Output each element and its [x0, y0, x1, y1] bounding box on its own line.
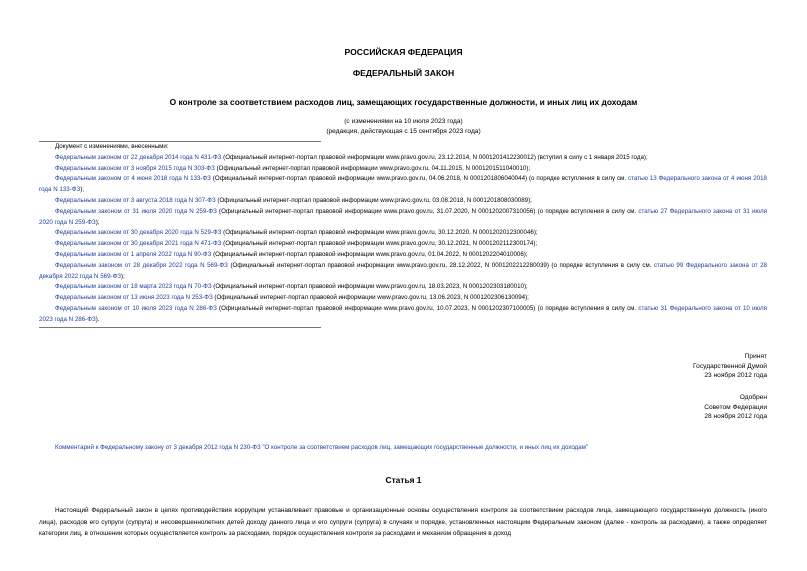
amendment-item: [39, 228, 767, 239]
amendment-source-text: (Официальный интернет-портал правовой информации www.pravo.gov.ru, 18.03.2023, N 0001202303180010);: [211, 283, 528, 291]
amendment-tail-text: );: [95, 218, 100, 226]
approved-line1: Одобрен: [739, 394, 767, 401]
amendment-law-link[interactable]: Федеральным законом от 3 августа 2018 года N 307-ФЗ: [55, 196, 216, 204]
amendment-source-text: (Официальный интернет-портал правовой информации www.pravo.gov.ru, 04.11.2015, N 0001201511040010);: [214, 164, 531, 172]
amendment-law-link[interactable]: Федеральным законом от 4 июня 2018 года N 133-ФЗ: [55, 175, 211, 183]
amendment-law-link[interactable]: Федеральным законом от 22 декабря 2014 года N 431-ФЗ: [55, 153, 222, 161]
amendment-source-text: (Официальный интернет-портал правовой информации www.pravo.gov.ru, 30.12.2020, N 0001202012300046);: [221, 229, 538, 237]
approved-line3: 28 ноября 2012 года: [704, 413, 767, 421]
amendment-item: [39, 196, 767, 207]
accepted-block: [693, 352, 767, 381]
amendments-list: [39, 153, 767, 326]
approved-block: [704, 393, 767, 422]
amendment-source-text: (Официальный интернет-портал правовой информации www.pravo.gov.ru, 13.06.2023, N 0001202306130094);: [212, 294, 529, 302]
amendment-source-text: (Официальный интернет-портал правовой информации www.pravo.gov.ru, 28.12.2022, N 0001202212280039) (о порядке вступления в силу см.: [227, 261, 655, 269]
amendment-law-link[interactable]: Федеральным законом от 31 июля 2020 года N 259-ФЗ: [55, 207, 217, 215]
amendment-source-text: (Официальный интернет-портал правовой информации www.pravo.gov.ru, 23.12.2014, N 0001201412230012) (вступил в силу с 1 января 2015 года);: [221, 153, 648, 161]
amendment-article-link[interactable]: статью 31 Федерального закона от 10 июля 2023 года N 286-ФЗ: [39, 304, 767, 323]
amendment-law-link[interactable]: Федеральным законом от 28 декабря 2022 года N 569-ФЗ: [55, 261, 228, 269]
accepted-line2: Государственной Думой: [693, 362, 767, 370]
amendment-source-text: (Официальный интернет-портал правовой информации www.pravo.gov.ru, 03.08.2018, N 0001201808030089);: [215, 196, 532, 204]
amendment-item: [39, 174, 767, 196]
amendment-tail-text: ).: [95, 315, 100, 323]
amendment-item: [39, 153, 767, 164]
approved-line2: Советом Федерации: [704, 403, 767, 411]
law-type-heading: ФЕДЕРАЛЬНЫЙ ЗАКОН: [352, 68, 455, 78]
amendment-item: [39, 304, 767, 326]
amendment-source-text: (Официальный интернет-портал правовой информации www.pravo.gov.ru, 30.12.2021, N 0001202112300174);: [221, 240, 538, 248]
amendment-tail-text: );: [80, 186, 84, 194]
accepted-line3: 23 ноября 2012 года: [704, 372, 767, 380]
amendment-article-link[interactable]: статью 99 Федерального закона от 28 декабря 2022 года N 569-ФЗ: [39, 261, 767, 280]
amendment-item: [39, 261, 767, 283]
amendment-item: [39, 239, 767, 250]
amendment-law-link[interactable]: Федеральным законом от 30 декабря 2020 года N 529-ФЗ: [55, 229, 222, 237]
federation-heading: РОССИЙСКАЯ ФЕДЕРАЦИЯ: [344, 47, 463, 57]
amendment-law-link[interactable]: Федеральным законом от 18 марта 2023 года N 70-ФЗ: [55, 283, 212, 291]
amendment-source-text: (Официальный интернет-портал правовой информации www.pravo.gov.ru, 31.07.2020, N 0001202007310056) (о порядке вступления в силу см.: [216, 207, 639, 215]
article-heading: Статья 1: [385, 475, 422, 485]
article-text: Настоящий Федеральный закон в целях противодействия коррупции устанавливает правовые и организационные основы осуществления контроля за соответствием расходов лица, замещающего государственную должность (иного лица), расходов его супруги (супруга) и несовершеннолетних детей доходу данного лица и его супруги (супруга) в случаях и порядке, установленных настоящим Федеральным законом (далее - контроль за расходами), а также определяет категории лиц, в отношении которых осуществляется контроль за расходами, порядок осуществления контроля за расходами и механизм обращения в доход: [39, 507, 767, 538]
edition-note: (редакция, действующая с 15 сентября 2023 года): [326, 128, 481, 135]
amendment-source-text: (Официальный интернет-портал правовой информации www.pravo.gov.ru, 10.07.2023, N 0001202307100005) (о порядке вступления в силу см.: [216, 304, 639, 312]
amendments-intro: Документ с изменениями, внесенными:: [55, 143, 169, 150]
amendment-item: [39, 207, 767, 229]
amendment-item: [39, 282, 767, 293]
amendment-article-link[interactable]: статью 13 Федерального закона от 4 июня 2018 года N 133-ФЗ: [39, 175, 767, 194]
amendment-item: [39, 250, 767, 261]
amendment-item: [39, 293, 767, 304]
amendment-source-text: (Официальный интернет-портал правовой информации www.pravo.gov.ru, 01.04.2022, N 0001202204010006);: [211, 250, 528, 258]
changes-note: (с изменениями на 10 июля 2023 года): [344, 118, 463, 125]
amendment-law-link[interactable]: Федеральным законом от 13 июня 2023 года N 253-ФЗ: [55, 294, 213, 302]
commentary-link[interactable]: Комментарий к Федеральному закону от 3 декабря 2012 года N 230-ФЗ "О контроле за соответствием расходов лиц, замещающих государственные должности, и иных лиц их доходам": [55, 444, 589, 451]
accepted-line1: Принят: [744, 353, 767, 360]
amendments-block: [39, 142, 767, 326]
amendment-law-link[interactable]: Федеральным законом от 1 апреля 2022 года N 90-ФЗ: [55, 250, 212, 258]
law-title: О контроле за соответствием расходов лиц, замещающих государственные должности, и иных лиц их доходам: [169, 97, 638, 107]
amendment-law-link[interactable]: Федеральным законом от 10 июля 2023 года N 286-ФЗ: [55, 304, 217, 312]
amendment-item: [39, 164, 767, 175]
bottom-divider: [39, 327, 321, 328]
amendment-law-link[interactable]: Федеральным законом от 30 декабря 2021 года N 471-ФЗ: [55, 240, 222, 248]
amendment-article-link[interactable]: статью 27 Федерального закона от 31 июля 2020 года N 259-ФЗ: [39, 207, 767, 226]
amendment-source-text: (Официальный интернет-портал правовой информации www.pravo.gov.ru, 04.06.2018, N 0001201806040044) (о порядке вступления в силу см.: [210, 175, 628, 183]
amendment-tail-text: );: [121, 272, 125, 280]
amendment-law-link[interactable]: Федеральным законом от 3 ноября 2015 года N 303-ФЗ: [55, 164, 215, 172]
